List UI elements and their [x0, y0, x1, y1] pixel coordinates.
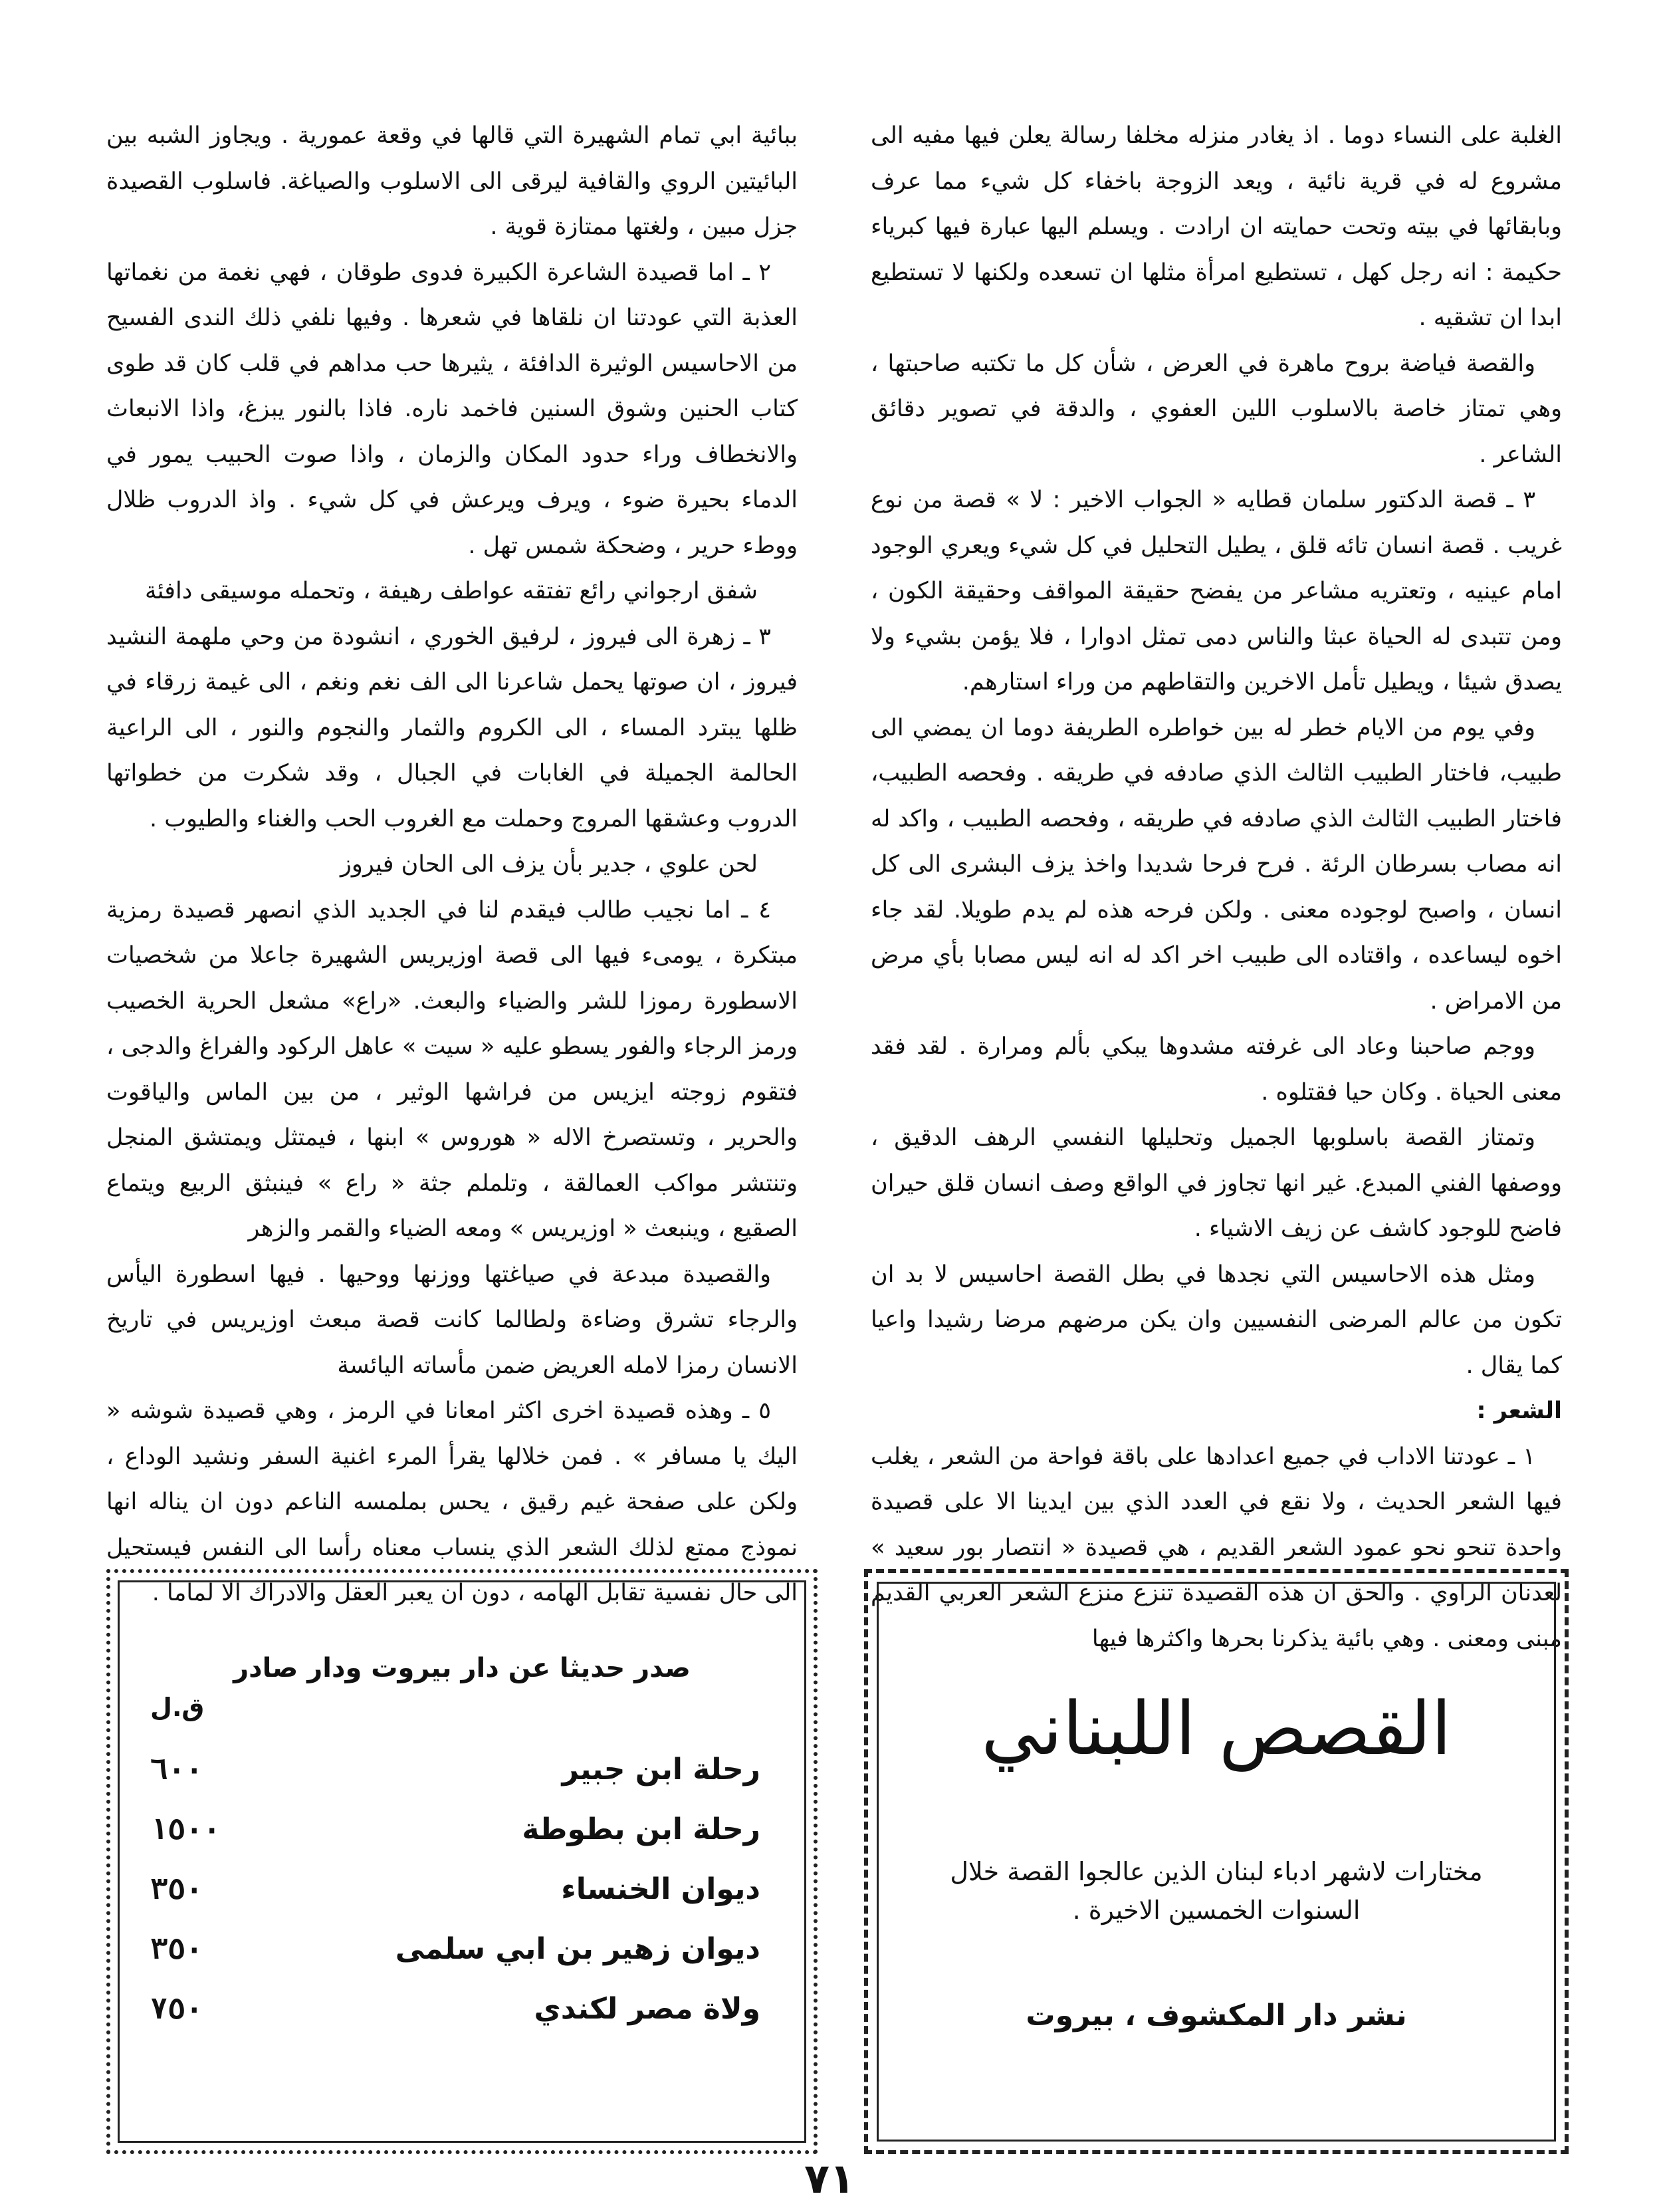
paragraph: وتمتاز القصة باسلوبها الجميل وتحليلها النفسي الرهف الدقيق ، ووصفها الفني المبدع. غير انها تجاوز في الواقع وصف انسان قلق حيران فاضح للوجود كاشف عن زيف الاشياء . [871, 1124, 1562, 1242]
verse-line: لحن علوي ، جدير بأن يزف الى الحان فيروز [340, 851, 758, 878]
article-left-column [106, 113, 798, 1616]
paragraph: ووجم صاحبنا وعاد الى غرفته مشدوها يبكي بألم ومرارة . لقد فقد معنى الحياة . وكان حيا فقتلوه . [871, 1033, 1562, 1106]
book-row [150, 1919, 760, 1979]
book-price: ٧٥٠ [150, 1991, 203, 2026]
paragraph: والقصة فياضة بروح ماهرة في العرض ، شأن كل ما تكتبه صاحبتها ، وهي تمتاز خاصة بالاسلوب اللين العفوي ، والدقة في تصوير دقائق الشاعر . [871, 350, 1562, 468]
book-title: رحلة ابن جبير [562, 1752, 760, 1786]
paragraph: ومثل هذه الاحاسيس التي نجدها في بطل القصة احاسيس لا بد ان تكون من عالم المرضى النفسيين وان يكن مرضهم مرضا رشيدا واعيا كما يقال . [871, 1261, 1562, 1379]
article-right-column [871, 113, 1562, 1661]
book-title: ديوان زهير بن ابي سلمى [395, 1931, 760, 1966]
book-price: ٣٥٠ [150, 1872, 203, 1906]
paragraph: وفي يوم من الايام خطر له بين خواطره الطريفة دوما ان يمضي الى طبيب، فاختار الطبيب الثالث الذي صادفه في طريقه . وفحصه الطبيب، فاختار الطبيب الثالث الذي صادفه في طريقه ، وفحصه الطبيب ، واكد له انه مصاب بسرطان الرئة . فرح فرحا شديدا واخذ يزف البشرى الى كل انسان ، واصبح لوجوده معنى . ولكن فرحه هذه لم يدم طويلا. لقد جاء اخوه ليساعده ، واقتاده الى طبيب اخر اكد له انه ليس مصابا بأي مرض من الامراض . [871, 714, 1562, 1015]
advertisement-lebanese-stories [864, 1569, 1569, 2154]
paragraph: ٤ ـ اما نجيب طالب فيقدم لنا في الجديد الذي انصهر قصيدة رمزية مبتكرة ، يومىء فيها الى قصة اوزيريس الشهيرة جاعلا من شخصيات الاسطورة رموزا للشر والضياء والبعث. «راع» مشعل الحرية الخصيب ورمز الرجاء والفور يسطو عليه « سيت » عاهل الركود والفراغ والدجى ، فتقوم زوجته ايزيس من فراشها الوثير ، من بين الماس والياقوت والحرير ، وتستصرخ الاله « هوروس » ابنها ، فيمتثل ويمتشق المنجل وتنتشر مواكب العمالقة ، وتلملم جثة « راع » فينبثق الربيع ويتماع الصقيع ، وينبعث « اوزيريس » ومعه الضياء والقمر والزهر [106, 896, 798, 1242]
paragraph: الغلبة على النساء دوما . اذ يغادر منزله مخلفا رسالة يعلن فيها مفيه الى مشروع له في قرية نائية ، ويعد الزوجة باخفاء كل شيء مما عرف وبابقائها في بيته وتحت حمايته ان ارادت . ويسلم اليها عبارة فيها كبرياء حكيمة : انه رجل كهل ، تستطيع امرأة مثلها ان تسعده ولكنها لا تستطيع ابدا ان تشقيه . [871, 122, 1562, 331]
book-list-heading: صدر حديثا عن دار بيروت ودار صادر [233, 1653, 691, 1683]
book-row [150, 1799, 760, 1859]
book-title: ولاة مصر لكندي [534, 1991, 760, 2026]
book-title: ديوان الخنساء [561, 1872, 760, 1906]
book-price: ٦٠٠ [150, 1752, 203, 1786]
paragraph: ٣ ـ قصة الدكتور سلمان قطايه « الجواب الاخير : لا » قصة من نوع غريب . قصة انسان تائه قلق ، يطيل التحليل في كل شيء ويعري الوجود امام عينيه ، وتعتريه مشاعر من يفضح حقيقة المواقف وحقيقة الكون ، ومن تتبدى له الحياة عبثا والناس دمى تمثل ادوارا ، فلا يؤمن بشيء ولا يصدق شيئا ، ويطيل تأمل الاخرين والتقاطهم من وراء استارهم. [871, 487, 1562, 695]
section-heading: الشعر : [1476, 1398, 1562, 1424]
paragraph: ببائية ابي تمام الشهيرة التي قالها في وقعة عمورية . ويجاوز الشبه بين البائيتين الروي والقافية ليرقى الى الاسلوب والصياغة. فاسلوب القصيدة جزل مبين ، ولغتها ممتازة قوية . [106, 122, 798, 240]
book-row [150, 1739, 760, 1799]
paragraph: ٥ ـ وهذه قصيدة اخرى اكثر امعانا في الرمز ، وهي قصيدة شوشه « اليك يا مسافر » . فمن خلالها يقرأ المرء اغنية السفر ونشيد الوداع ، ولكن على صفحة غيم رقيق ، يحس بملمسه الناعم دون ان يناله انها نموذج ممتع لذلك الشعر الذي ينساب معناه رأسا الى النفس فيستحيل الى حال نفسية تقابل الهامه ، دون ان يعبر العقل والادراك الا لماما . [106, 1398, 798, 1606]
verse-line: شفق ارجواني رائع تفتقه عواطف رهيفة ، وتحمله موسيقى دافئة [144, 578, 758, 604]
book-list [150, 1739, 760, 2038]
ad-title: القصص اللبناني [981, 1686, 1452, 1771]
advertisement-book-list [106, 1569, 818, 2154]
book-price: ٣٥٠ [150, 1931, 203, 1966]
book-row [150, 1979, 760, 2038]
book-title: رحلة ابن بطوطة [522, 1812, 760, 1846]
paragraph: ١ ـ عودتنا الاداب في جميع اعدادها على باقة فواحة من الشعر ، يغلب فيها الشعر الحديث ، ولا نقع في العدد الذي بين ايدينا الا على قصيدة واحدة تنحو نحو عمود الشعر القديم ، هي قصيدة « انتصار بور سعيد » لعدنان الراوي . والحق ان هذه القصيدة تنزع منزع الشعر العربي القديم مبنى ومعنى . وهي بائية يذكرنا بحرها واكثرها فيها [871, 1443, 1562, 1652]
page-number: ٧١ [804, 2154, 855, 2203]
ad-publisher: نشر دار المكشوف ، بيروت [1026, 1999, 1407, 2032]
ad-description: مختارات لاشهر ادباء لبنان الذين عالجوا القصة خلال السنوات الخمسين الاخيرة . [950, 1857, 1483, 1925]
paragraph: والقصيدة مبدعة في صياغتها ووزنها ووحيها . فيها اسطورة اليأس والرجاء تشرق وضاءة ولطالما كانت قصة مبعث اوزيريس في تاريخ الانسان رمزا لامله العريض ضمن مأساته اليائسة [106, 1261, 798, 1379]
book-row [150, 1859, 760, 1919]
paragraph: ٣ ـ زهرة الى فيروز ، لرفيق الخوري ، انشودة من وحي ملهمة النشيد فيروز ، ان صوتها يحمل شاعرنا الى الف نغم ونغم ، الى غيمة زرقاء في ظلها يبترد المساء ، الى الكروم والثمار والنجوم والنور ، الى الراعية الحالمة الجميلة في الغابات في الجبال ، وقد شكرت من خطواتها الدروب وعشقها المروج وحملت مع الغروب الحب والغناء والطيوب . [106, 623, 798, 832]
paragraph: ٢ ـ اما قصيدة الشاعرة الكبيرة فدوى طوقان ، فهي نغمة من نغماتها العذبة التي عودتنا ان نلقاها في شعرها . وفيها نلفي ذلك الندى الفسيح من الاحاسيس الوثيرة الدافئة ، يثيرها حب مداهم في قلب كان قد طوى كتاب الحنين وشوق السنين فاخمد ناره. فاذا بالنور يبزغ، واذا الانبعاث والانخطاف وراء حدود المكان والزمان ، واذا صوت الحبيب يمور في الدماء بحيرة ضوء ، ويرف ويرعش في كل شيء . واذ الدروب ظلال ووطء حرير ، وضحكة شمس تهل . [106, 259, 798, 559]
book-price: ١٥٠٠ [150, 1812, 221, 1846]
currency-label: ق.ل [150, 1693, 205, 1722]
